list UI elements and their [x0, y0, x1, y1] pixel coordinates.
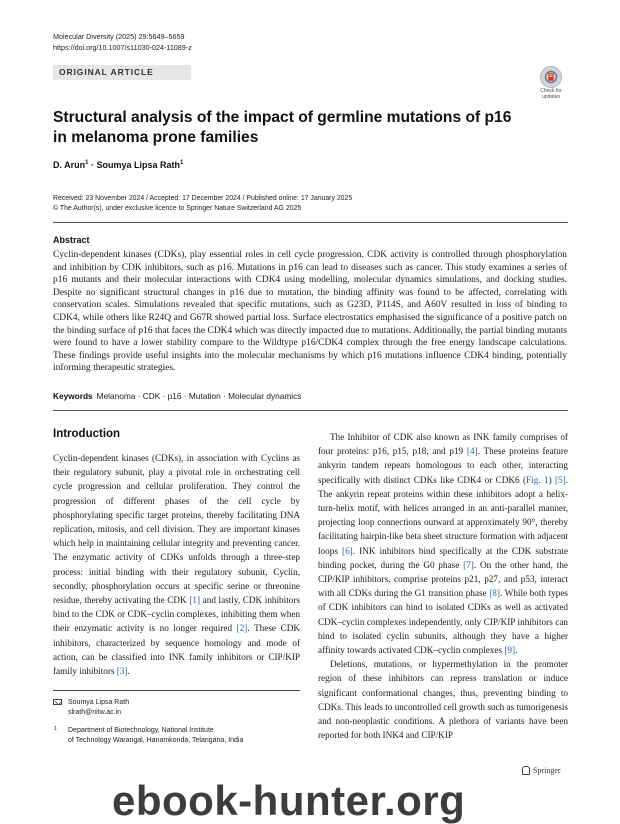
figure-link[interactable]: Fig. 1	[526, 474, 549, 485]
citation-link[interactable]: [2]	[236, 623, 248, 634]
publication-dates	[53, 194, 352, 214]
citation-link[interactable]: [4]	[466, 446, 478, 457]
contact-email[interactable]: slrath@nitw.ac.in	[68, 709, 122, 716]
introduction-left-column	[53, 451, 300, 678]
abstract-top-divider	[53, 222, 568, 223]
abstract-bottom-divider	[53, 410, 568, 411]
affiliation-footnote	[53, 726, 243, 746]
keywords-label: Keywords	[53, 391, 93, 401]
check-for-updates-button[interactable]	[536, 66, 566, 100]
journal-header	[53, 32, 192, 53]
abstract-text: Cyclin-dependent kinases (CDKs), play essential roles in cell cycle progression. CDK activity is controlled through phosphorylation and inhibition by CDK inhibitors, such as p16. Mutations in p16 can lead to diseases such as cancer. This study examines a series of p16 mutants and their molecular interactions with CDK4 using modelling, molecular dynamics simulations, and docking studies. Despite no significant structural changes in p16 due to mutation, the binding affinity was found to be affected, correlating with conservation scales. Simulations revealed that specific mutations, such as G23D, P114S, and A60V resulted in loss of binding to CDK4, while others like R24Q and G67R showed partial loss. Surface electrostatics emphasised the significance of a positive patch on the binding surface of p16 that faces the CDK4 which was directly impacted due to mutations. Additionally, the partial binding mutants were found to have a lower stability compare to the Wildtype p16/CDK4 complex through the free energy landscape calculations. These findings provide useful insights into the molecular mechanisms by which p16 mutations influence CDK4 binding, potentially informing therapeutic strategies.	[53, 250, 567, 374]
citation-link[interactable]: [3]	[116, 666, 128, 677]
envelope-icon	[53, 699, 62, 705]
author-affiliation-mark: 1	[85, 160, 89, 166]
author-name[interactable]: D. Arun	[53, 160, 86, 170]
citation-link[interactable]: [6]	[342, 545, 353, 556]
affiliation-line: of Technology Warangal, Hanamkonda, Telangana, India	[68, 737, 244, 744]
intro-paragraph: Cyclin-dependent kinases (CDKs), in association with Cyclins as their regulatory subunit, play a pivotal role in orchestrating cell cycle progression and cellular proliferation. They control the progression of different phases of the cell cycle by phosphorylating specific target proteins, thereby facilitating DNA replication, mitosis, and cell division. They are important kinases which help in maintaining cellular integrity and preventing cancer. The enzymatic activity of CDKs unfolds through a three-step process: initial binding with their regulatory subunit, Cyclin, secondly, phosphorylation occurs at specific serine or threonine residue, thereby activating the CDK [1] and lastly, CDK inhibitors bind to the CDK or CDK–cyclin complexes, inhibiting them when their enzymatic activity is no longer required [2]. These CDK inhibitors, characterized by sequence homology and mode of action, can be classified into INK family inhibitors or CIP/KIP family inhibitors [3].	[53, 453, 300, 677]
author-list	[53, 160, 183, 170]
intro-paragraph: The Inhibitor of CDK also known as INK family comprises of four proteins: p16, p15, p18, and p19 [4]. These proteins feature ankyrin tandem repeats homologous to each other, interacting specifically with distinct CDKs like CDK4 or CDK6 (Fig. 1) [5]. The ankyrin repeat proteins within these inhibitors adopt a helix-turn-helix motif, with helices arranged in an anti-parallel manner, projecting loop connections outward at approximately 90°, thereby facilitating hairpin-like beta sheet structure formation with adjacent loops [6]. INK inhibitors bind specifically at the CDK substrate binding pocket, during the G0 phase [7]. On the other hand, the CIP/KIP inhibitors, comprise proteins p21, p27, and p53, interact with all CDKs during the G1 transition phase [8]. While both types of CDK inhibitors can bind to isolated CDKs as well as activated CDK–cyclin complexes independently, only CIP/KIP inhibitors can bind to isolated cyclin subunits, although they have a higher affinity towards activated CDK–cyclin complexes [9].	[318, 432, 568, 656]
citation-link[interactable]: [5]	[554, 474, 566, 485]
author-name[interactable]: Soumya Lipsa Rath	[96, 160, 181, 170]
springer-horse-icon	[522, 766, 530, 775]
intro-paragraph: Deletions, mutations, or hypermethylation in the promoter region of these inhibitors can repress translation or induce significant conformational changes, thus, preventing binding to CDKs. This leads to uncontrolled cell growth such as tumorigenesis and non-neoplastic conditions. A plethora of variants have been reported for both INK4 and CIP/KIP	[318, 659, 568, 741]
author-affiliation-mark: 1	[180, 160, 184, 166]
journal-citation: Molecular Diversity (2025) 29:5649–5659	[53, 32, 185, 41]
citation-link[interactable]: [8]	[489, 588, 500, 599]
contact-name: Soumya Lipsa Rath	[68, 699, 130, 706]
affiliation-number: 1	[54, 726, 58, 732]
footnote-divider	[53, 690, 300, 691]
citation-link[interactable]: [9]	[504, 645, 516, 656]
publisher-logo	[522, 766, 561, 775]
corresponding-author-footnote	[53, 698, 129, 718]
introduction-right-column	[318, 430, 568, 742]
author-separator: ·	[88, 160, 97, 170]
check-updates-line1: Check for	[540, 88, 562, 94]
check-updates-icon	[540, 66, 562, 88]
watermark: ebook-hunter.org	[112, 777, 466, 824]
check-updates-line2: updates	[542, 93, 560, 100]
keywords-list: Melanoma · CDK · p16 · Mutation · Molecular dynamics	[96, 391, 302, 401]
introduction-heading: Introduction	[53, 428, 121, 440]
article-type-label: ORIGINAL ARTICLE	[53, 65, 191, 80]
doi-link[interactable]: https://doi.org/10.1007/s11030-024-11089-z	[53, 42, 192, 52]
citation-link[interactable]: [1]	[189, 595, 201, 606]
publisher-name: Springer	[533, 766, 561, 775]
copyright-line: © The Author(s), under exclusive licence to Springer Nature Switzerland AG 2025	[53, 204, 302, 212]
abstract-heading: Abstract	[53, 235, 90, 245]
keywords-line	[53, 391, 301, 401]
citation-link[interactable]: [7]	[463, 559, 474, 570]
article-title: Structural analysis of the impact of germline mutations of p16 in melanoma prone families	[53, 109, 512, 146]
affiliation-line: Department of Biotechnology, National Institute	[68, 727, 214, 734]
history-dates: Received: 23 November 2024 / Accepted: 17 December 2024 / Published online: 17 January 2025	[53, 195, 353, 202]
